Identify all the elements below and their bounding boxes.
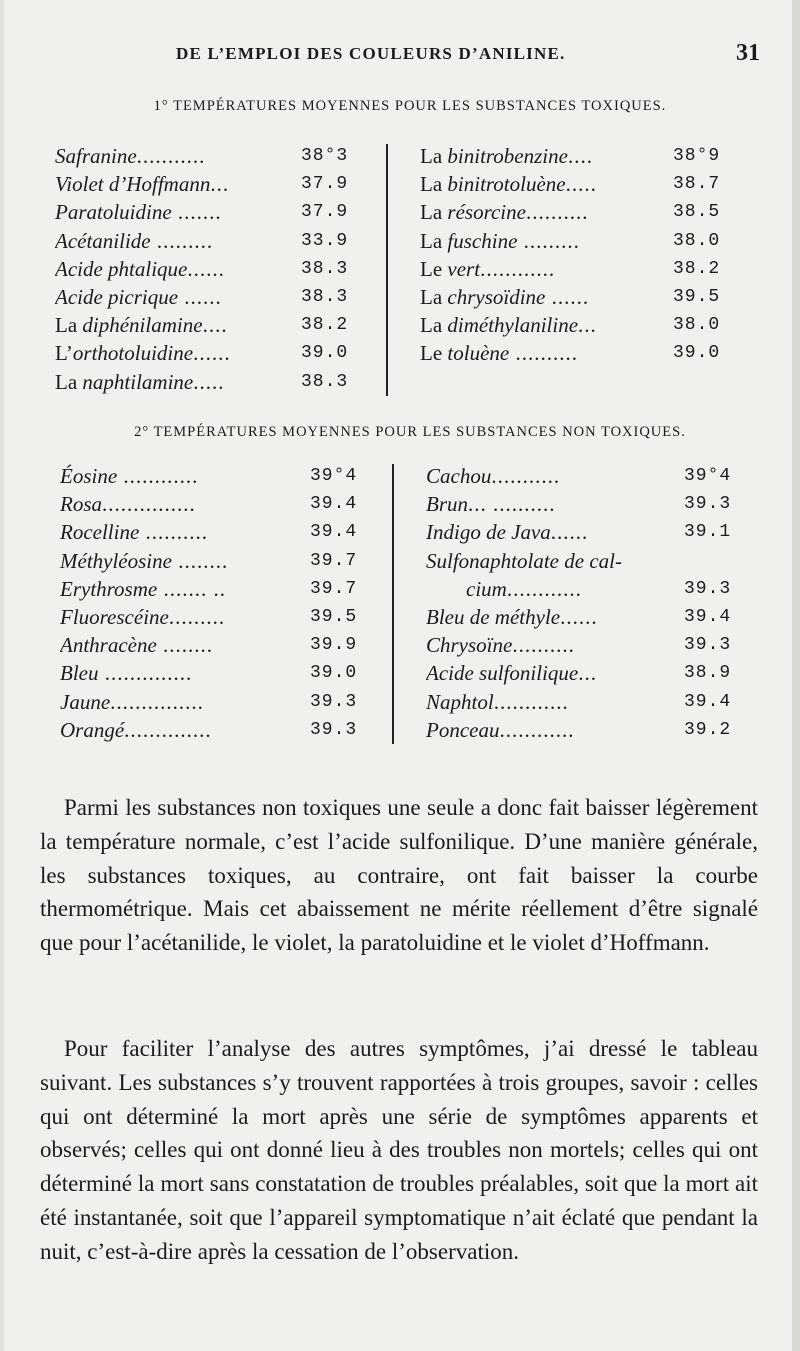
- table-row: [55, 142, 361, 170]
- temperature-value: 38.5: [673, 202, 721, 223]
- temperature-value: 38°9: [673, 146, 721, 166]
- substance-name: Bleu de méthyle......: [426, 605, 598, 629]
- table-row: [426, 518, 744, 546]
- substance-name: Acide picrique ......: [55, 285, 222, 309]
- page-edge-left: [0, 0, 4, 1351]
- section-title-non-toxic: 2° TEMPÉRATURES MOYENNES POUR LES SUBSTANCES NON TOXIQUES.: [134, 424, 686, 440]
- temperature-value: 38.3: [301, 287, 349, 307]
- substance-name: La résorcine..........: [420, 200, 589, 225]
- running-head: [0, 40, 800, 76]
- substance-name: Orangé..............: [60, 717, 212, 742]
- table-row: [426, 575, 744, 603]
- substance-name: La naphtilamine.....: [55, 369, 225, 394]
- substance-name: L’orthotoluidine......: [55, 341, 231, 366]
- substance-name: La chrysoïdine ......: [420, 285, 590, 309]
- substance-name: Méthyléosine ........: [60, 548, 229, 573]
- table-row: [60, 575, 370, 603]
- table-row: [420, 142, 733, 170]
- substance-name: Violet d’Hoffmann...: [55, 172, 230, 197]
- table-row: [426, 631, 744, 659]
- table-row: [55, 227, 361, 255]
- table-row: [60, 547, 370, 575]
- temperature-value: 38.7: [673, 174, 721, 195]
- temperature-value: 39.9: [310, 635, 358, 656]
- temperature-value: 33.9: [301, 230, 349, 251]
- substance-name: Anthracène ........: [60, 633, 214, 658]
- temperature-value: 38.3: [301, 371, 349, 392]
- table-row: [60, 603, 370, 631]
- temperature-value: 39.7: [310, 550, 358, 571]
- substance-name: Rocelline ..........: [60, 520, 209, 545]
- substance-name: Cachou...........: [426, 464, 561, 488]
- temperature-value: 38.0: [673, 315, 721, 336]
- substance-name: Safranine...........: [55, 144, 206, 168]
- substance-name: La diméthylaniline...: [420, 313, 597, 338]
- substance-name: La binitrobenzine....: [420, 144, 593, 168]
- substance-name: Acétanilide .........: [55, 228, 214, 253]
- table-row: [60, 716, 370, 744]
- table-row: [426, 659, 744, 687]
- column-divider: [392, 464, 394, 744]
- page-number: 31: [736, 40, 760, 66]
- substance-name: Indigo de Java......: [426, 520, 589, 545]
- table-row: [55, 198, 361, 226]
- table-row: [426, 490, 744, 518]
- table-row: [420, 198, 733, 226]
- temperature-value: 38.3: [301, 258, 349, 279]
- table-row: [60, 490, 370, 518]
- temperature-value: 39°4: [684, 466, 732, 486]
- table-row: [60, 659, 370, 687]
- table-row: [60, 631, 370, 659]
- temperature-value: 39.1: [684, 522, 732, 543]
- substance-name: Le vert............: [420, 256, 556, 281]
- temperature-value: 39.4: [684, 691, 732, 712]
- substance-name: Le toluène ..........: [420, 341, 578, 366]
- temperature-value: 39.3: [310, 719, 358, 740]
- table-row: [420, 339, 733, 367]
- table-row: [60, 688, 370, 716]
- temperature-value: 39.5: [310, 607, 358, 627]
- table-row: [426, 462, 744, 490]
- substance-name: Paratoluidine .......: [55, 200, 222, 225]
- table-row: [420, 170, 733, 198]
- substance-name: Sulfonaphtolate de cal-: [426, 548, 622, 573]
- table-row: [426, 716, 744, 744]
- substance-name: Acide sulfonilique...: [426, 661, 597, 686]
- temperature-value: 39.0: [301, 343, 349, 364]
- table-row: [60, 462, 370, 490]
- temperature-value: 39°4: [310, 466, 358, 486]
- substance-name: Fluorescéine.........: [60, 605, 226, 629]
- table-row: [55, 170, 361, 198]
- substance-name: La diphénilamine....: [55, 313, 228, 338]
- running-head-title: DE L’EMPLOI DES COULEURS D’ANILINE.: [176, 44, 566, 63]
- temperature-value: 38.9: [684, 663, 732, 684]
- substance-name: cium............: [466, 576, 582, 601]
- substance-name: Erythrosme ....... ..: [60, 576, 226, 601]
- table-row: [55, 368, 361, 396]
- paragraph-2: Pour faciliter l’analyse des autres symptômes, j’ai dressé le tableau suivant. Les substances s’y trouvent rapportées à trois groupes, savoir : celles qui ont déterminé la mort après une série de symptômes apparents et observés; celles qui ont donné lieu à des troubles non mortels; celles qui ont déterminé la mort sans constatation de troubles préalables, soit que la mort ait été instantanée, soit que l’appareil symptomatique n’ait éclaté que pendant la nuit, c’est-à-dire après la cessation de l’observation.: [40, 1036, 758, 1264]
- column-divider: [386, 144, 388, 396]
- substance-name: Bleu ..............: [60, 661, 193, 686]
- table-row: [420, 283, 733, 311]
- temperature-value: 38.2: [301, 315, 349, 336]
- table-row: [55, 311, 361, 339]
- substance-name: Naphtol............: [426, 689, 569, 714]
- substance-name: La binitrotoluène.....: [420, 172, 597, 197]
- substance-name: Éosine ............: [60, 464, 199, 488]
- table-row: [420, 227, 733, 255]
- temperature-value: 39.4: [310, 494, 358, 515]
- temperature-value: 39.7: [310, 578, 358, 599]
- substance-name: Brun... ..........: [426, 492, 556, 517]
- table-row: [426, 603, 744, 631]
- substance-name: Rosa...............: [60, 492, 196, 517]
- substance-name: Acide phtalique......: [55, 256, 225, 281]
- table-row: [420, 255, 733, 283]
- temperature-value: 39.4: [684, 607, 732, 627]
- table-row: [55, 283, 361, 311]
- temperature-value: 39.0: [673, 343, 721, 364]
- temperature-value: 37.9: [301, 202, 349, 223]
- table-row: [60, 518, 370, 546]
- temperature-value: 39.2: [684, 719, 732, 740]
- table-row: [420, 311, 733, 339]
- temperature-value: 39.3: [684, 578, 732, 599]
- temperature-value: 39.0: [310, 663, 358, 684]
- page-edge-right: [792, 0, 800, 1351]
- paragraph-1: Parmi les substances non toxiques une seule a donc fait baisser légèrement la température normale, c’est l’acide sulfonilique. D’une manière générale, les substances toxiques, au contraire, ont fait baisser la courbe thermométrique. Mais cet abaissement ne mérite réellement d’être signalé que pour l’acétanilide, le violet, la paratoluidine et le violet d’Hoffmann.: [40, 795, 758, 956]
- temperature-value: 38.2: [673, 258, 721, 279]
- temperature-value: 37.9: [301, 174, 349, 195]
- table-row: [55, 339, 361, 367]
- temperature-value: 38.0: [673, 230, 721, 251]
- substance-name: La fuschine .........: [420, 228, 580, 253]
- temperature-value: 39.3: [684, 635, 732, 656]
- table-row: [426, 688, 744, 716]
- temperature-value: 38°3: [301, 146, 349, 166]
- temperature-value: 39.3: [684, 494, 732, 515]
- substance-name: Jaune...............: [60, 689, 204, 714]
- substance-name: Ponceau............: [426, 717, 575, 742]
- temperature-value: 39.5: [673, 287, 721, 307]
- substance-name: Chrysoïne..........: [426, 633, 575, 658]
- table-row: [55, 255, 361, 283]
- table-row: [426, 547, 744, 575]
- temperature-value: 39.3: [310, 691, 358, 712]
- temperature-value: 39.4: [310, 522, 358, 543]
- section-title-toxic: 1° TEMPÉRATURES MOYENNES POUR LES SUBSTANCES TOXIQUES.: [153, 98, 667, 114]
